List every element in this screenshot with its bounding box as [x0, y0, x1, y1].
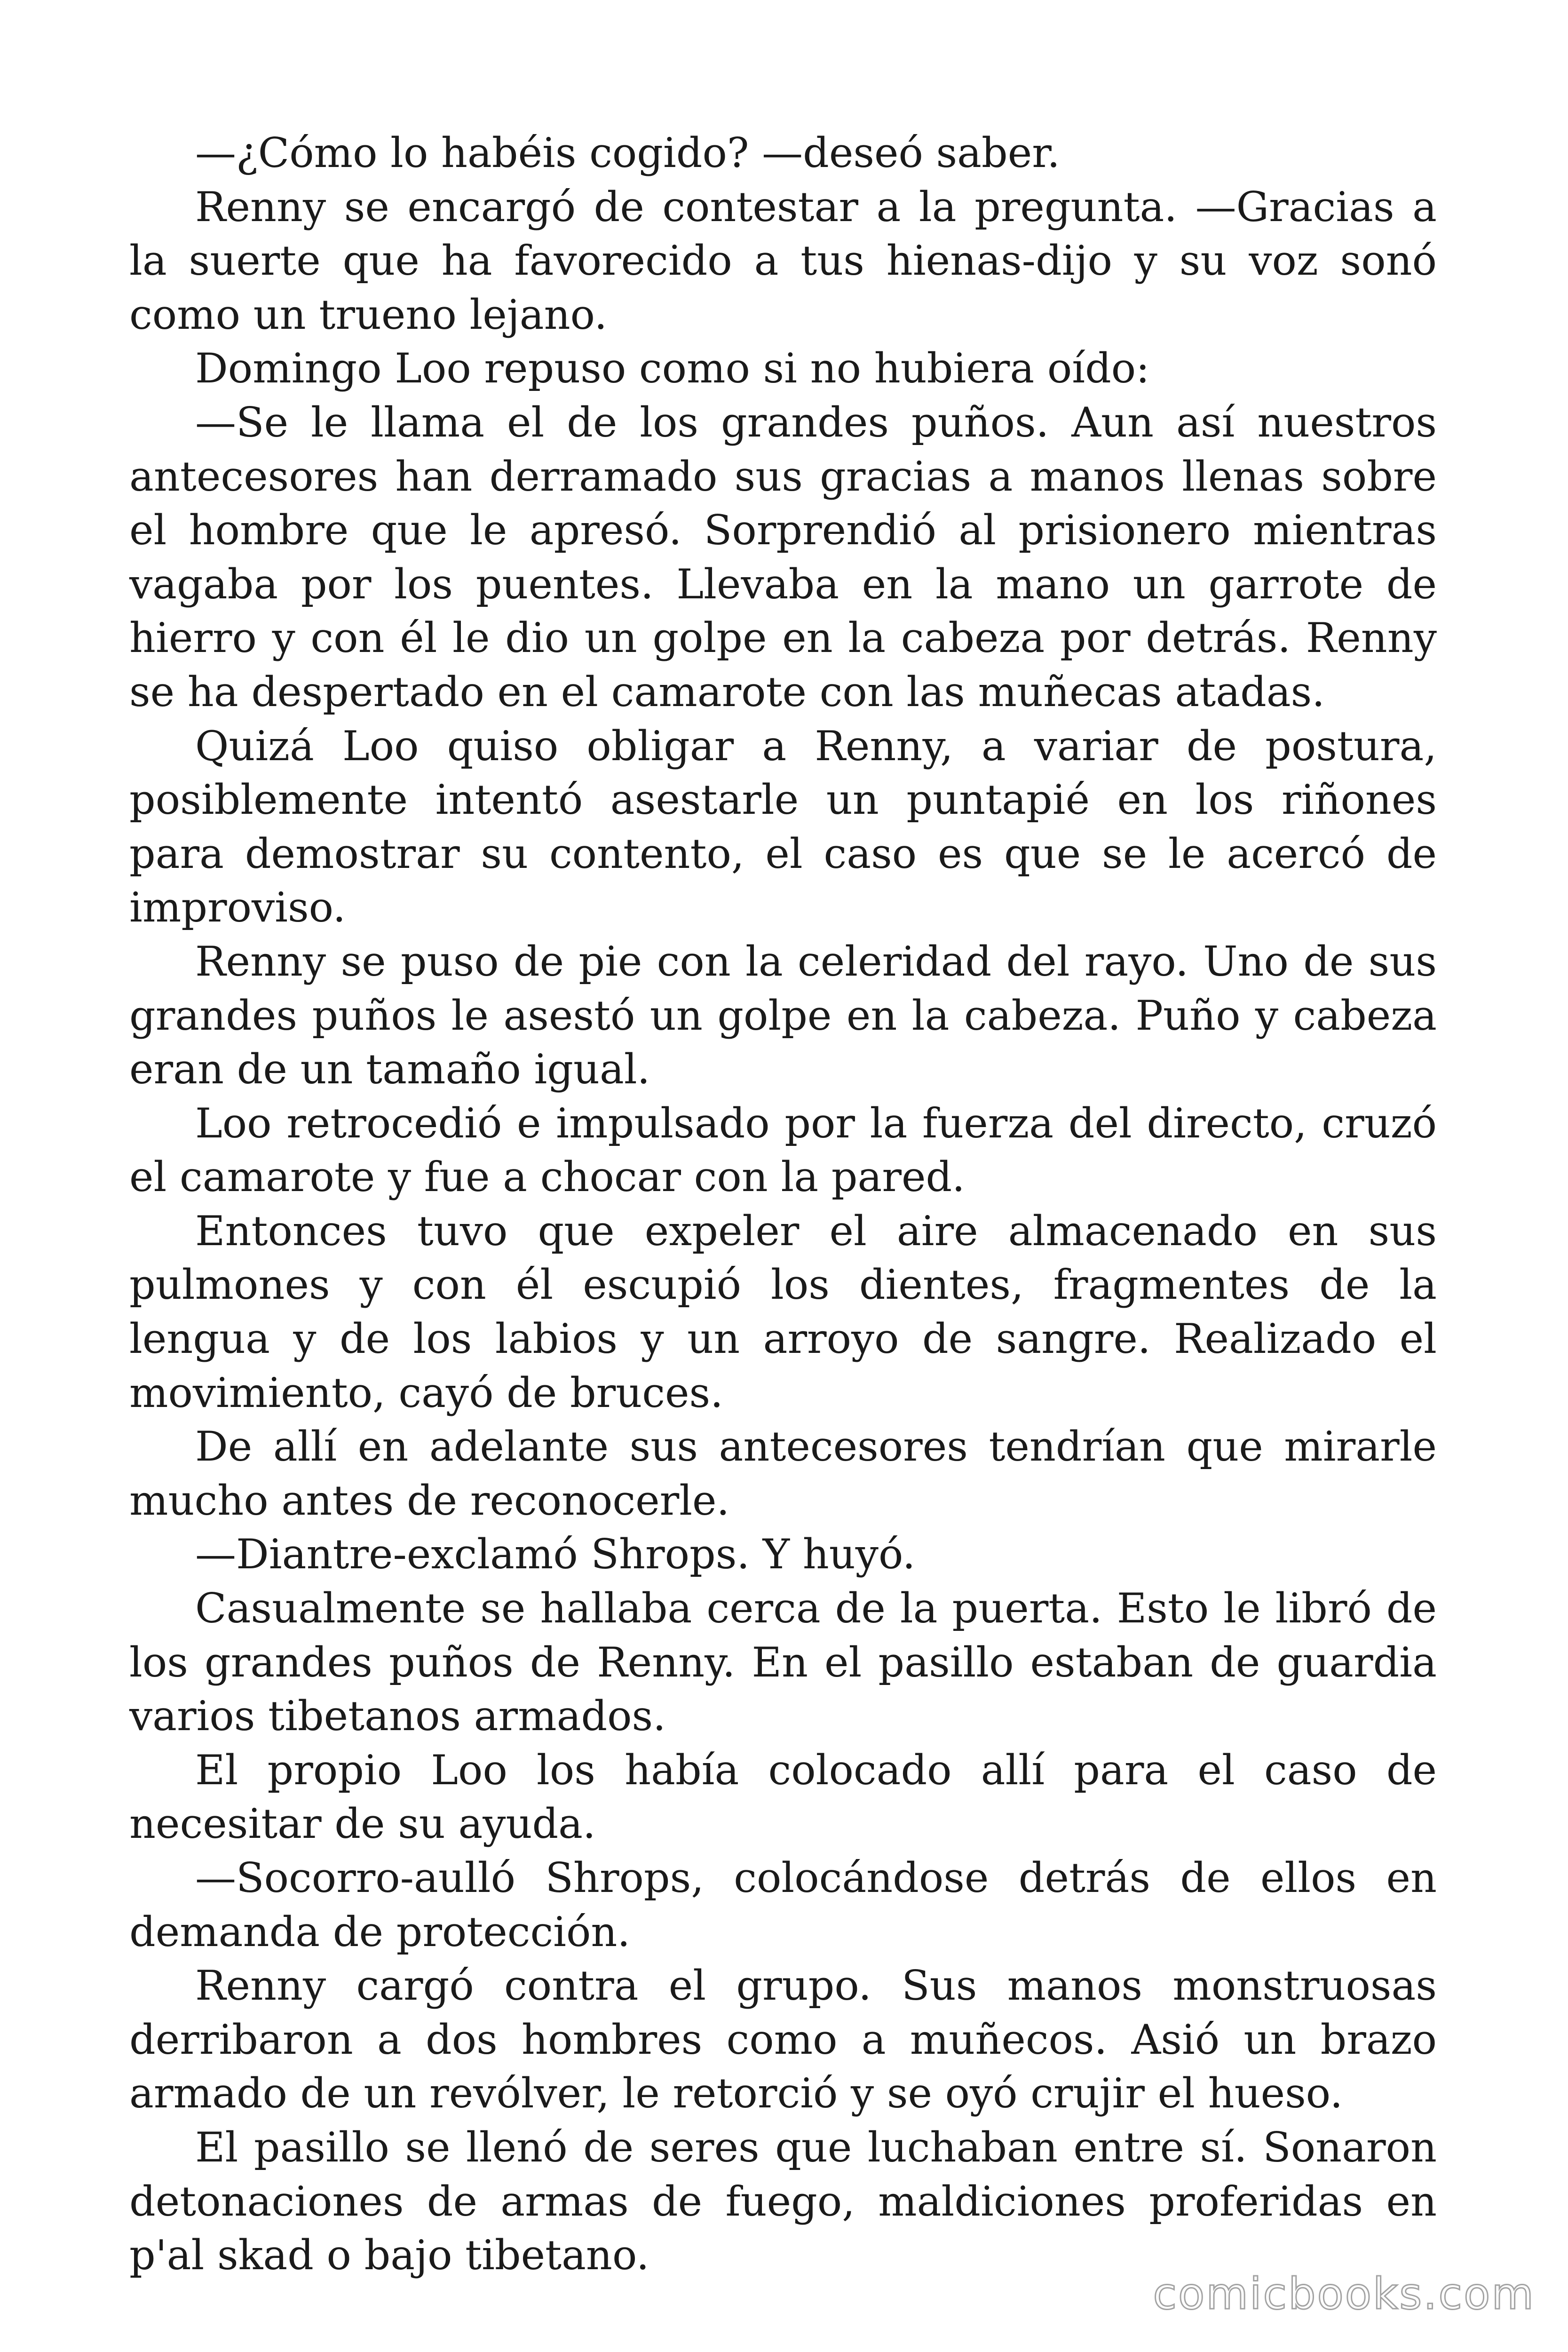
paragraph: Domingo Loo repuso como si no hubiera oído: — [195, 344, 1150, 393]
paragraph: Quizá Loo quiso obligar a Renny, a variar de postura, posiblemente intentó asestarle un puntapié en los riñones para demostrar su contento, el caso es que se le acercó de improviso. — [129, 722, 1437, 932]
paragraph: El pasillo se llenó de seres que luchaban entre sí. Sonaron detonaciones de armas de fuego, maldiciones proferidas en p'al skad o bajo tibetano. — [129, 2123, 1437, 2280]
paragraph: Loo retrocedió e impulsado por la fuerza del directo, cruzó el camarote y fue a chocar con la pared. — [129, 1099, 1437, 1201]
paragraph: De allí en adelante sus antecesores tendrían que mirarle mucho antes de reconocerle. — [129, 1422, 1437, 1525]
paragraph: Renny se puso de pie con la celeridad del rayo. Uno de sus grandes puños le asestó un golpe en la cabeza. Puño y cabeza eran de un tamaño igual. — [129, 937, 1437, 1094]
watermark: comicbooks.com — [1153, 2269, 1535, 2319]
paragraph: —Se le llama el de los grandes puños. Aun así nuestros antecesores han derramado sus gracias a manos llenas sobre el hombre que le apresó. Sorprendió al prisionero mientras vagaba por los puentes. Llevaba en la mano un garrote de hierro y con él le dio un golpe en la cabeza por detrás. Renny se ha despertado en el camarote con las muñecas atadas. — [129, 398, 1437, 716]
paragraph: Casualmente se hallaba cerca de la puerta. Esto le libró de los grandes puños de Renny. En el pasillo estaban de guardia varios tibetanos armados. — [129, 1584, 1437, 1740]
paragraph: Renny cargó contra el grupo. Sus manos monstruosas derribaron a dos hombres como a muñecos. Asió un brazo armado de un revólver, le retorció y se oyó crujir el hueso. — [129, 1962, 1437, 2118]
paragraph: —Diantre-exclamó Shrops. Y huyó. — [195, 1530, 916, 1579]
body-text — [129, 126, 1437, 2282]
paragraph: Entonces tuvo que expeler el aire almacenado en sus pulmones y con él escupió los dientes, fragmentes de la lengua y de los labios y un arroyo de sangre. Realizado el movimiento, cayó de bruces. — [129, 1207, 1437, 1417]
paragraph: Renny se encargó de contestar a la pregunta. —Gracias a la suerte que ha favorecido a tus hienas-dijo y su voz sonó como un trueno lejano. — [129, 183, 1437, 339]
paragraph: —¿Cómo lo habéis cogido? —deseó saber. — [195, 129, 1060, 177]
paragraph: El propio Loo los había colocado allí para el caso de necesitar de su ayuda. — [129, 1746, 1437, 1848]
paragraph: —Socorro-aulló Shrops, colocándose detrás de ellos en demanda de protección. — [129, 1854, 1437, 1956]
